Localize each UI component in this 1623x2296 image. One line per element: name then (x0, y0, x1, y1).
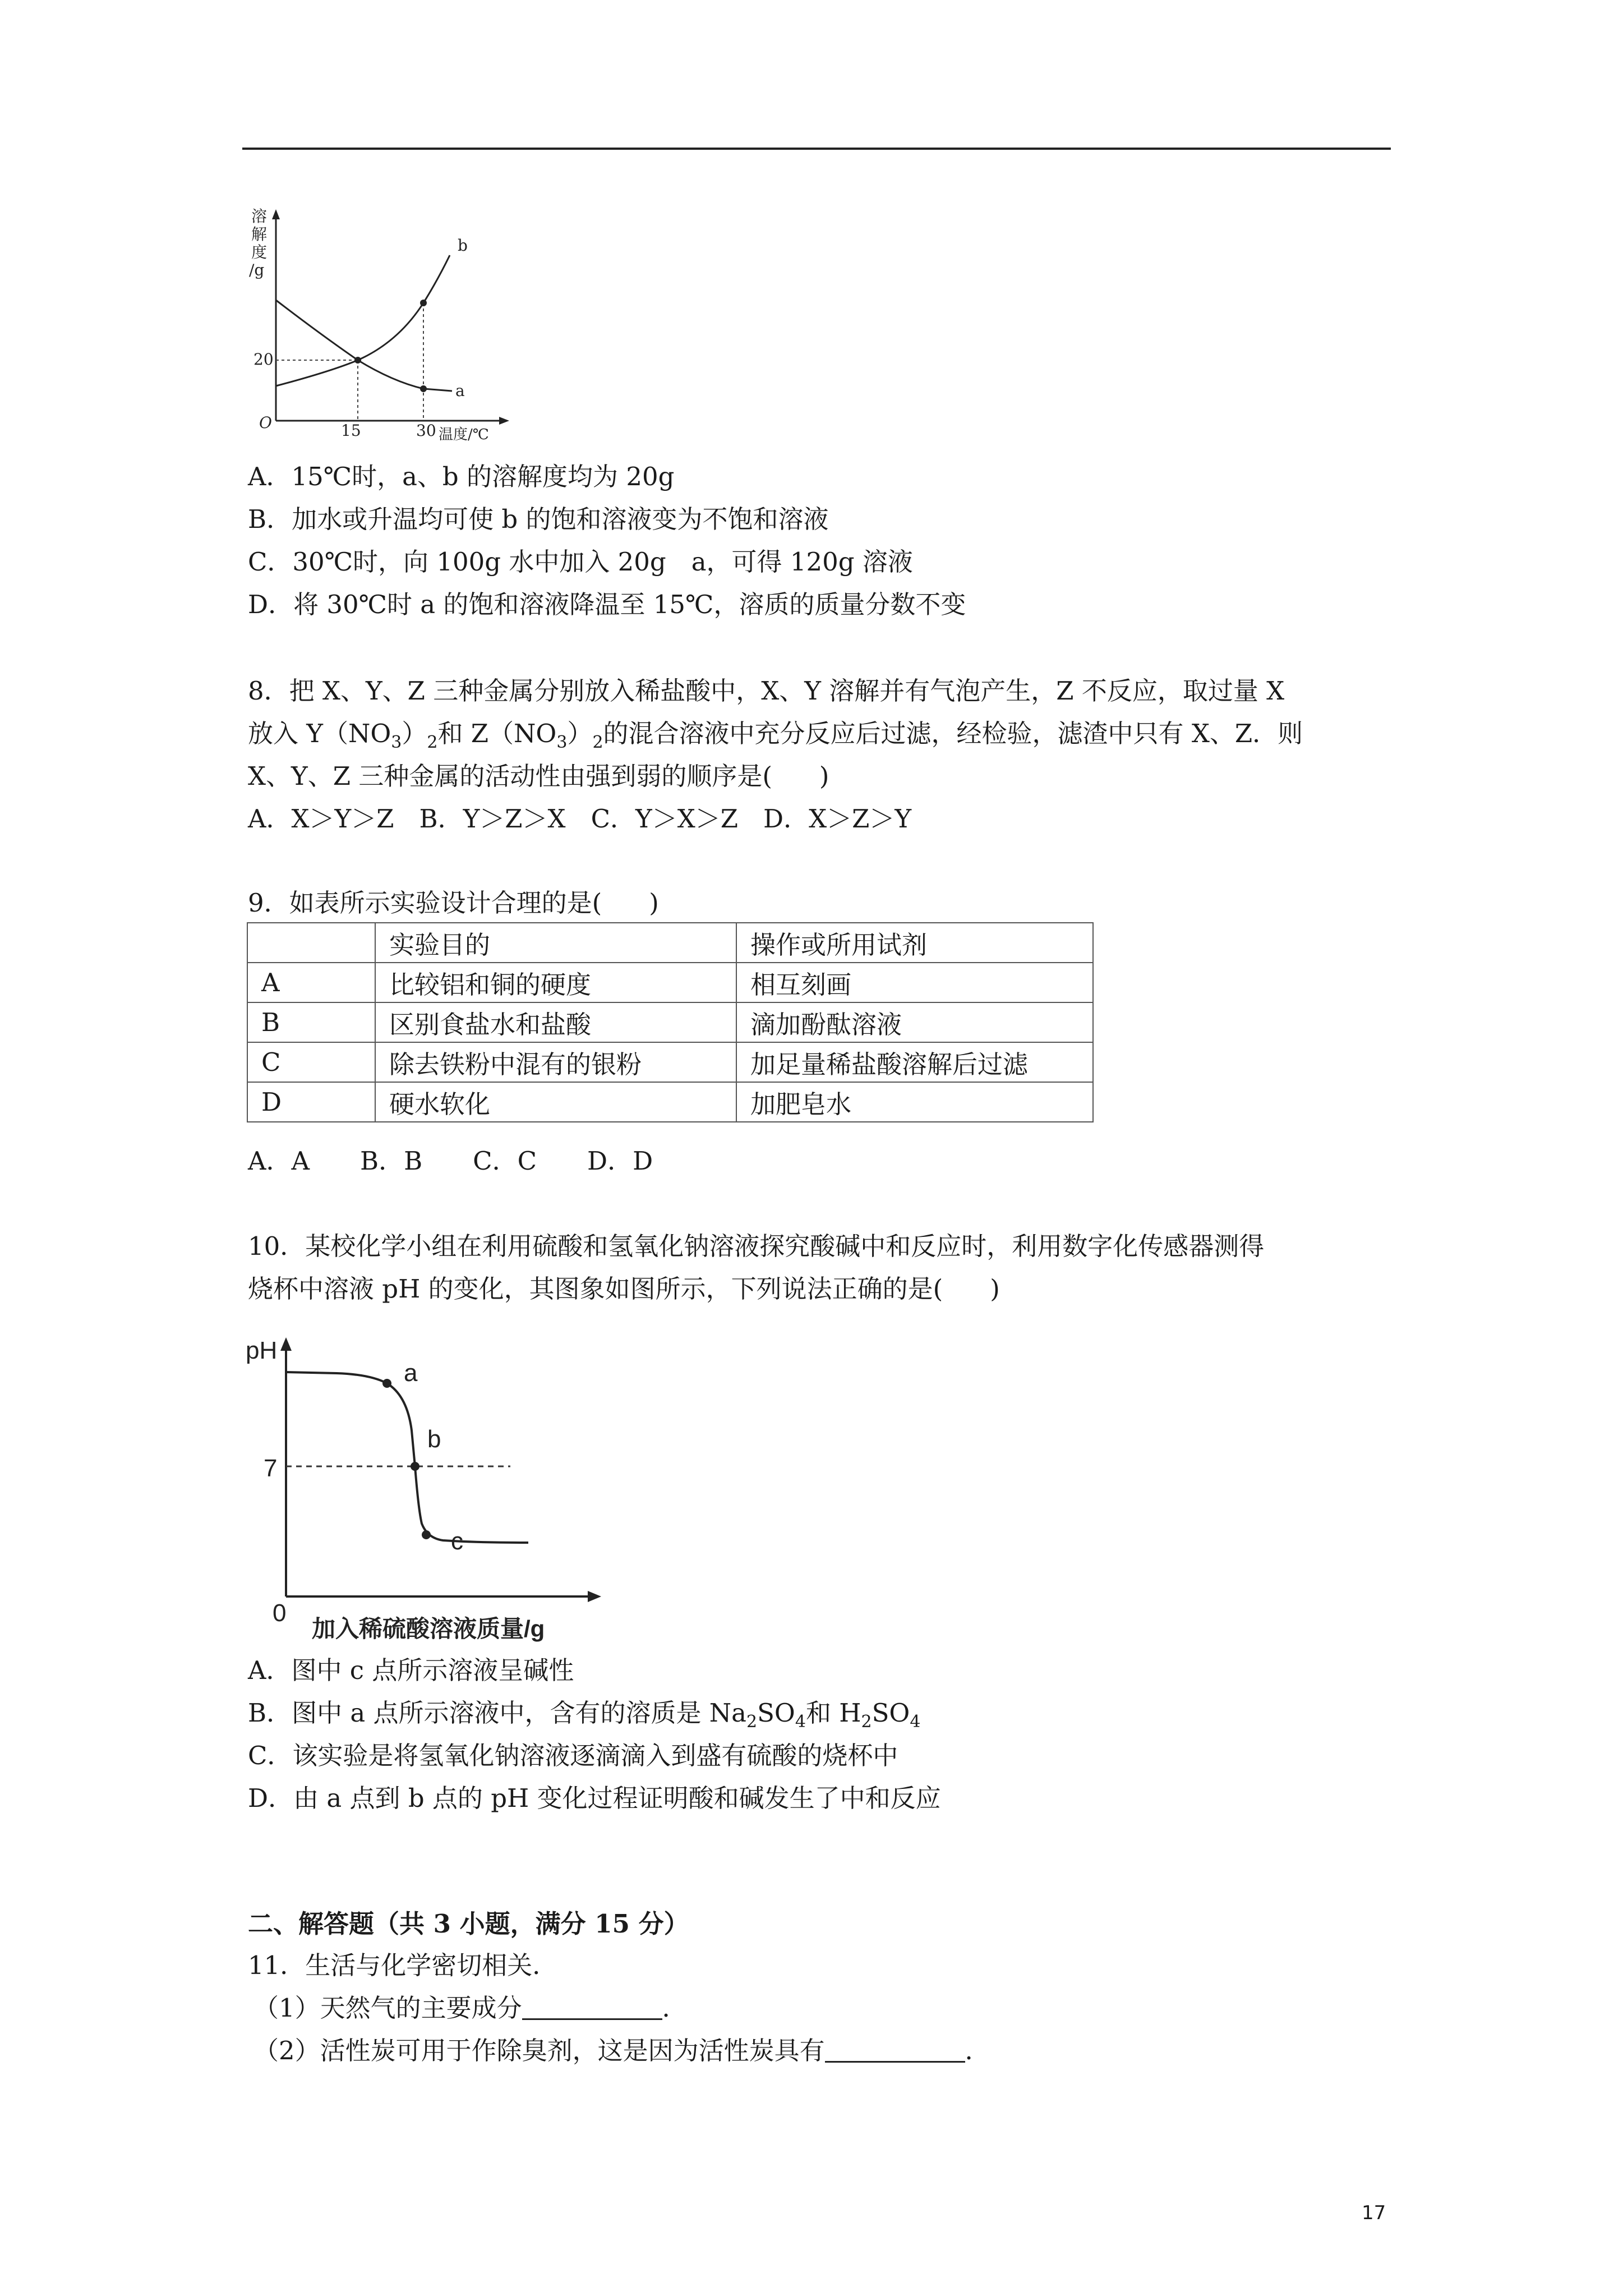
table-cell: 加肥皂水 (736, 1082, 1093, 1122)
table-cell: 滴加酚酞溶液 (736, 1002, 1093, 1042)
ph-y-arrow (280, 1337, 292, 1351)
q9-stem: 9．如表所示实验设计合理的是( ) (248, 888, 659, 918)
table-cell: C (247, 1042, 375, 1082)
q8-stem-line3: X、Y、Z 三种金属的活动性由强到弱的顺序是( ) (248, 761, 829, 791)
graph1-y-label-4: /g (249, 261, 265, 279)
ph-graph (241, 1329, 623, 1655)
table-cell: 硬水软化 (375, 1082, 736, 1122)
table-row (247, 963, 1093, 1002)
ph-tick-7: 7 (264, 1455, 278, 1482)
table-header-row (247, 923, 1093, 963)
graph1-y-arrow (272, 209, 280, 219)
q11-part1-blank[interactable] (522, 1994, 662, 2020)
table-cell: 区别食盐水和盐酸 (375, 1002, 736, 1042)
graph1-tick-30: 30 (416, 421, 436, 440)
q10-stem-line2: 烧杯中溶液 pH 的变化，其图象如图所示，下列说法正确的是( ) (248, 1274, 1000, 1304)
graph1-point-intersection (354, 357, 361, 364)
table-cell: 除去铁粉中混有的银粉 (375, 1042, 736, 1082)
solubility-graph (241, 199, 533, 452)
header-rule (242, 148, 1391, 150)
table-header-cell: 操作或所用试剂 (736, 923, 1093, 963)
graph1-x-label: 温度/℃ (439, 426, 489, 443)
table-header-cell: 实验目的 (375, 923, 736, 963)
q10-stem-line1: 10．某校化学小组在利用硫酸和氢氧化钠溶液探究酸碱中和反应时，利用数字化传感器测得 (248, 1231, 1265, 1261)
q11-stem: 11．生活与化学密切相关． (248, 1950, 558, 1980)
table-row (247, 1082, 1093, 1122)
ph-point-b (411, 1462, 419, 1471)
table-cell: D (247, 1082, 375, 1122)
graph1-y-label-3: 度 (251, 243, 268, 261)
q9-options: A．A B．B C．C D．D (248, 1146, 653, 1176)
q9-table (247, 922, 1094, 1122)
graph1-x-arrow (499, 417, 509, 425)
q11-part2-blank[interactable] (825, 2036, 965, 2063)
q11-part2: （2）活性炭可用于作除臭剂，这是因为活性炭具有 ． (253, 2036, 990, 2065)
table-cell: 相互刻画 (736, 963, 1093, 1002)
ph-origin: 0 (273, 1599, 287, 1627)
table-row (247, 1002, 1093, 1042)
q8-stem-line2: 放入 $Y(NO_3)_2$和 $Z(NO_3)_2$的混合溶液中充分反应后过滤，经检验，滤渣中只有 X、Z．则 (248, 719, 1303, 752)
table-cell: A (247, 963, 375, 1002)
ph-curve (286, 1372, 528, 1543)
q7-option-b: B．加水或升温均可使 b 的饱和溶液变为不饱和溶液 (248, 504, 829, 534)
graph1-tick-15: 15 (341, 421, 361, 440)
q8-stem-line1: 8．把 X、Y、Z 三种金属分别放入稀盐酸中，X、Y 溶解并有气泡产生，Z 不反应，取过量 X (248, 676, 1285, 706)
table-row (247, 1042, 1093, 1082)
graph1-y-label-2: 解 (251, 225, 268, 243)
ph-point-a (382, 1379, 391, 1388)
q7-option-a: A．15℃时，a、b 的溶解度均为 20g (248, 462, 675, 491)
q10-option-b: B．图中 a 点所示溶液中，含有的溶质是 $Na_2SO_4$和 $H_2SO_4$ (248, 1698, 921, 1732)
page-number: 17 (1362, 2202, 1386, 2224)
q8-options: A．X＞Y＞Z B．Y＞Z＞X C．Y＞X＞Z D．X＞Z＞Y (248, 804, 912, 834)
table-cell: 比较铝和铜的硬度 (375, 963, 736, 1002)
q7-option-d: D．将 30℃时 a 的饱和溶液降温至 15℃，溶质的质量分数不变 (248, 590, 966, 619)
graph1-curve-b-label: b (458, 236, 468, 255)
q10-option-c: C．该实验是将氢氧化钠溶液逐滴滴入到盛有硫酸的烧杯中 (248, 1741, 898, 1770)
graph1-point-a30 (420, 385, 427, 392)
ph-point-c-label: c (451, 1527, 463, 1555)
graph1-origin: O (259, 413, 272, 432)
table-cell: B (247, 1002, 375, 1042)
graph1-point-b30 (420, 300, 427, 306)
ph-point-a-label: a (404, 1359, 418, 1387)
table-cell: 加足量稀盐酸溶解后过滤 (736, 1042, 1093, 1082)
ph-x-label: 加入稀硫酸溶液质量/g (312, 1616, 545, 1642)
ph-y-label: pH (246, 1337, 278, 1364)
q10-option-d: D．由 a 点到 b 点的 pH 变化过程证明酸和碱发生了中和反应 (248, 1783, 941, 1813)
graph1-curve-a (276, 300, 452, 391)
ph-point-c (422, 1530, 431, 1539)
q7-option-c: C．30℃时，向 100g 水中加入 20g a，可得 120g 溶液 (248, 547, 913, 577)
graph1-y-label-1: 溶 (251, 207, 268, 226)
table-header-cell (247, 923, 375, 963)
graph1-tick-20: 20 (253, 350, 274, 369)
section2-heading: 二、解答题（共 3 小题，满分 15 分） (248, 1909, 689, 1939)
ph-point-b-label: b (427, 1425, 441, 1453)
q11-part1: （1）天然气的主要成分 ． (253, 1993, 688, 2023)
q10-option-a: A．图中 c 点所示溶液呈碱性 (248, 1655, 574, 1685)
graph1-curve-a-label: a (455, 381, 465, 400)
ph-x-arrow (588, 1591, 601, 1602)
